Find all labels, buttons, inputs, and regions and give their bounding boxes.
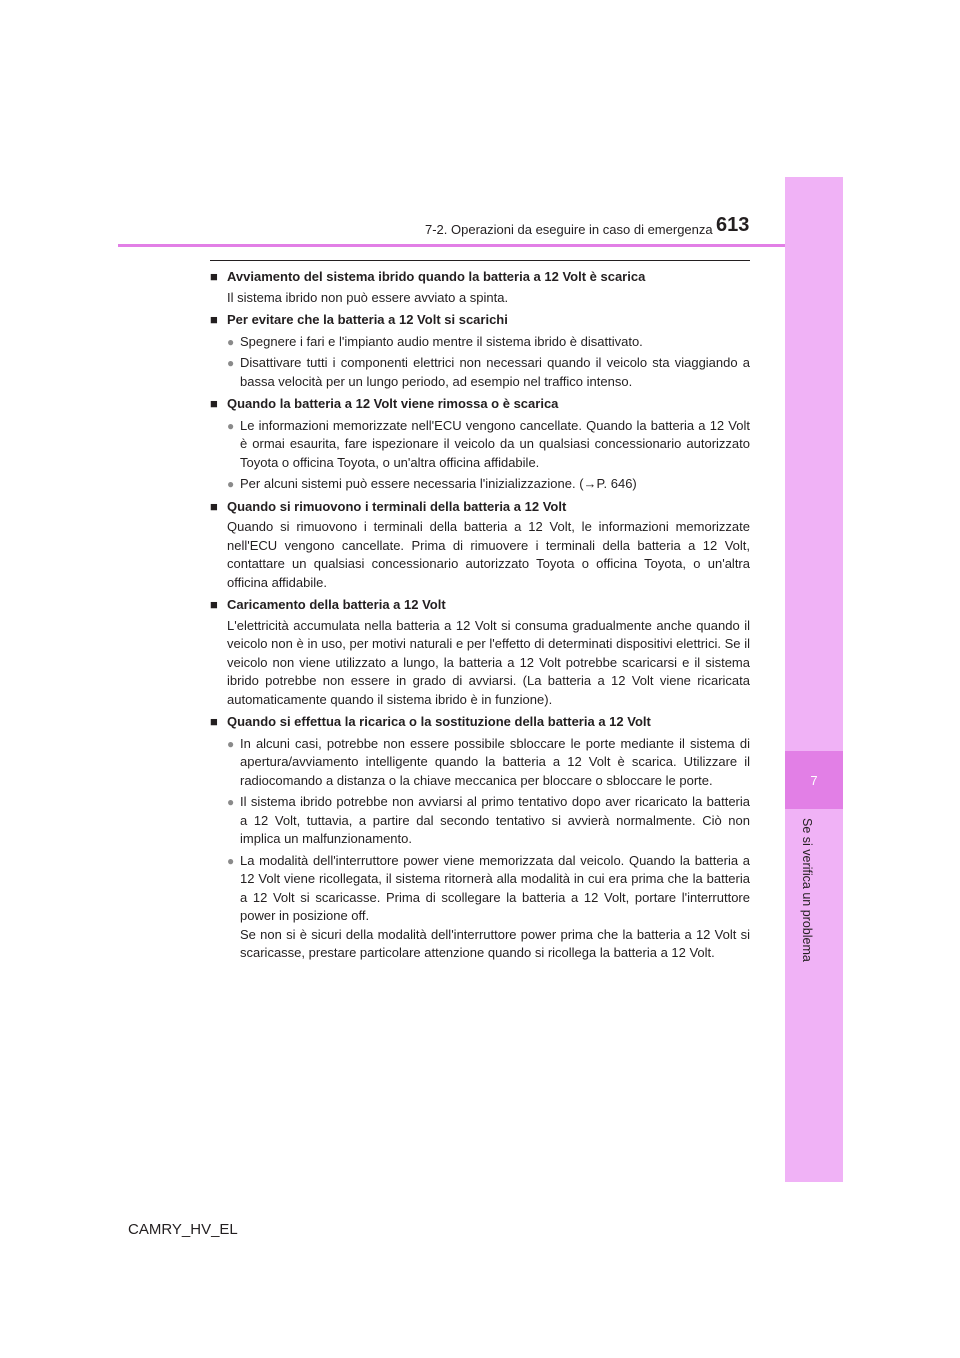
section-heading: Quando la batteria a 12 Volt viene rimossa o è scarica bbox=[227, 396, 559, 411]
section-paragraph: Il sistema ibrido non può essere avviato a spinta. bbox=[227, 289, 509, 305]
section-heading: Quando si effettua la ricarica o la sostituzione della batteria a 12 Volt bbox=[227, 714, 651, 729]
section-ricarica-sostituzione bbox=[210, 713, 750, 963]
square-bullet-icon: ■ bbox=[210, 498, 218, 514]
circle-bullet-icon: ● bbox=[227, 736, 235, 751]
square-bullet-icon: ■ bbox=[210, 597, 218, 612]
circle-bullet-icon: ● bbox=[227, 853, 235, 868]
section-paragraph: L'elettricità accumulata nella batteria a 12 Volt si consuma gradualmente anche quando il veicolo non è in uso, per motivi naturali e per l'effetto di determinati dispositivi elettrici. Se il veicolo non viene utilizzato a lungo, la batteria a 12 Volt potrebbe scaricarsi e il sistema ibrido potrebbe non essere in grado di avviarsi. (La batteria a 12 Volt viene ricaricata automaticamente quando il sistema ibrido è in funzione). bbox=[227, 617, 750, 707]
section-heading: Per evitare che la batteria a 12 Volt si scarichi bbox=[227, 312, 508, 327]
square-bullet-icon: ■ bbox=[210, 269, 218, 284]
section-avviamento bbox=[210, 268, 750, 307]
section-heading: Caricamento della batteria a 12 Volt bbox=[227, 597, 446, 612]
chapter-label: Se si verifica un problema bbox=[800, 818, 814, 962]
section-title: 7-2. Operazioni da eseguire in caso di emergenza bbox=[425, 222, 713, 237]
section-heading: Avviamento del sistema ibrido quando la batteria a 12 Volt è scarica bbox=[227, 269, 646, 284]
circle-bullet-icon: ● bbox=[227, 477, 235, 491]
section-heading: Quando si rimuovono i terminali della batteria a 12 Volt bbox=[227, 498, 567, 514]
page-number: 613 bbox=[716, 214, 750, 236]
list-item: ● Spegnere i fari e l'impianto audio mentre il sistema ibrido è disattivato. bbox=[227, 333, 750, 352]
section-paragraph: Quando si rimuovono i terminali della batteria a 12 Volt, le informazioni memorizzate nell'ECU vengono cancellate. Prima di rimuovere i terminali della batteria a 12 Volt, contattare un qualsiasi concessionario autorizzato Toyota o officina Toyota, o un'altra officina affidabile. bbox=[227, 519, 750, 590]
list-item: ● Il sistema ibrido potrebbe non avviarsi al primo tentativo dopo aver ricaricato la batteria a 12 Volt, tuttavia, a partire dal secondo tentativo si avvierà normalmente. Ciò non implica un malfunzionamento. bbox=[227, 793, 750, 849]
content-top-rule bbox=[210, 260, 750, 261]
page-content bbox=[210, 268, 750, 967]
section-caricamento bbox=[210, 596, 750, 709]
square-bullet-icon: ■ bbox=[210, 312, 218, 327]
section-evitare-scarica bbox=[210, 311, 750, 391]
section-batteria-rimossa bbox=[210, 395, 750, 494]
circle-bullet-icon: ● bbox=[227, 334, 235, 349]
page-reference: Per alcuni sistemi può essere necessaria l'inizializzazione. (→P. 646) bbox=[240, 476, 637, 491]
list-item: ● Disattivare tutti i componenti elettrici non necessari quando il veicolo sta viaggiando a bassa velocità per un lungo periodo, ad esempio nel traffico intenso. bbox=[227, 354, 750, 391]
square-bullet-icon: ■ bbox=[210, 396, 218, 411]
square-bullet-icon: ■ bbox=[210, 714, 218, 729]
list-item: ● In alcuni casi, potrebbe non essere possibile sbloccare le porte mediante il sistema di apertura/avviamento intelligente quando la batteria a 12 Volt è scarica. Utilizzare il radiocomando a distanza o la chiave meccanica per bloccare o sbloccare le porte. bbox=[227, 735, 750, 791]
section-terminali bbox=[210, 498, 750, 593]
chapter-number: 7 bbox=[785, 751, 843, 809]
document-code: CAMRY_HV_EL bbox=[128, 1221, 238, 1238]
circle-bullet-icon: ● bbox=[227, 795, 235, 809]
header-divider bbox=[118, 244, 785, 247]
chapter-side-tab bbox=[785, 177, 843, 1182]
list-item bbox=[227, 475, 750, 494]
list-item: ● Le informazioni memorizzate nell'ECU vengono cancellate. Quando la batteria a 12 Volt è ormai esaurita, fare ispezionare il veicolo da un qualsiasi concessionario autorizzato Toyota o officina Toyota, o un'altra officina affidabile. bbox=[227, 417, 750, 473]
list-item: ● La modalità dell'interruttore power viene memorizzata dal veicolo. Quando la batteria a 12 Volt viene ricollegata, il sistema ritornerà alla modalità in cui era prima che la batteria a 12 Volt si scaricasse. Prima di scollegare la batteria a 12 Volt, portare l'interruttore power in posizione off. Se non si è sicuri della modalità dell'interruttore power prima che la batteria a 12 Volt si scaricasse, prestare particolare attenzione quando si ricollega la batteria a 12 Volt. bbox=[227, 852, 750, 963]
circle-bullet-icon: ● bbox=[227, 356, 235, 370]
circle-bullet-icon: ● bbox=[227, 418, 235, 433]
